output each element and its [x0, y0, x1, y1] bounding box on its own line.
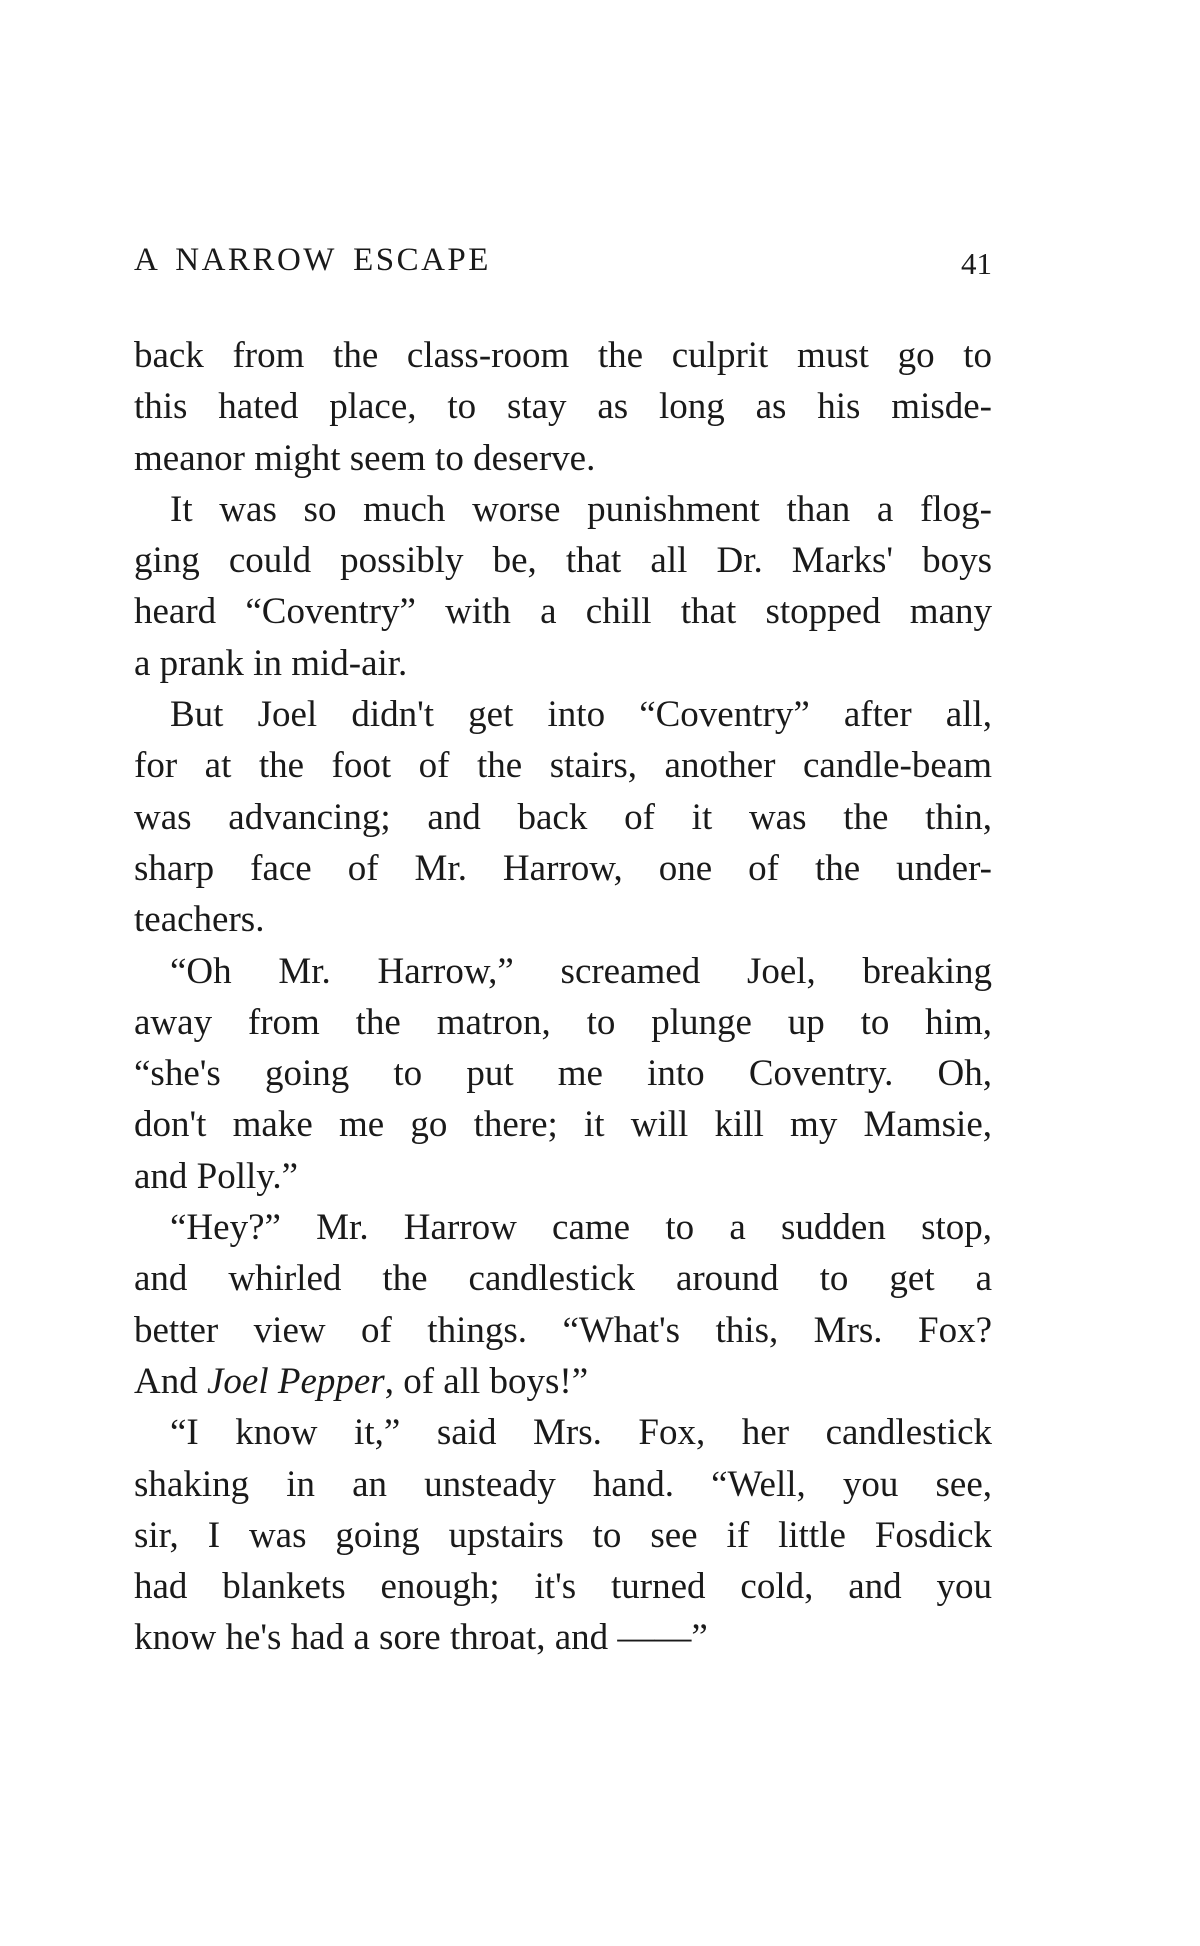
text-line: for at the foot of the stairs, another candle-beam — [134, 745, 992, 787]
text-line: had blankets enough; it's turned cold, and you — [134, 1566, 992, 1608]
text-line: ging could possibly be, that all Dr. Marks' boys — [134, 540, 992, 582]
text-line: teachers. — [134, 899, 265, 941]
text-line: this hated place, to stay as long as his misde- — [134, 386, 992, 428]
text-line: “she's going to put me into Coventry. Oh, — [134, 1053, 992, 1095]
text-line: and whirled the candlestick around to get a — [134, 1258, 992, 1300]
text-line: away from the matron, to plunge up to him, — [134, 1001, 992, 1043]
text-line: was advancing; and back of it was the thin, — [134, 796, 992, 838]
text-line: heard “Coventry” with a chill that stopped many — [134, 591, 992, 633]
text-line: But Joel didn't get into “Coventry” after all, — [170, 694, 992, 736]
text-line: back from the class-room the culprit must go to — [134, 335, 992, 376]
text-segment: And — [134, 1360, 207, 1402]
text-line: better view of things. “What's this, Mrs. Fox? — [134, 1309, 992, 1351]
page-number: 41 — [961, 246, 992, 281]
italic-name: Joel Pepper — [206, 1360, 385, 1402]
text-line: “Hey?” Mr. Harrow came to a sudden stop, — [170, 1207, 992, 1249]
text-line: sir, I was going upstairs to see if little Fosdick — [134, 1514, 992, 1556]
text-line: “Oh Mr. Harrow,” screamed Joel, breaking — [170, 950, 992, 992]
text-line: meanor might seem to deserve. — [134, 437, 596, 479]
text-line: and Polly.” — [134, 1155, 299, 1197]
running-head — [134, 242, 992, 292]
text-line: know he's had a sore throat, and ——” — [134, 1617, 708, 1659]
text-line: a prank in mid-air. — [134, 642, 408, 684]
text-line: don't make me go there; it will kill my Mamsie, — [134, 1104, 992, 1146]
running-title: A NARROW ESCAPE — [134, 242, 491, 278]
text-line: It was so much worse punishment than a flog- — [170, 488, 992, 530]
text-segment: , of all boys!” — [384, 1360, 589, 1402]
body-text — [134, 330, 992, 1664]
text-line: sharp face of Mr. Harrow, one of the under- — [134, 847, 992, 889]
text-line: shaking in an unsteady hand. “Well, you see, — [134, 1463, 992, 1505]
text-line — [134, 1356, 992, 1407]
text-line: “I know it,” said Mrs. Fox, her candlestick — [170, 1412, 992, 1454]
